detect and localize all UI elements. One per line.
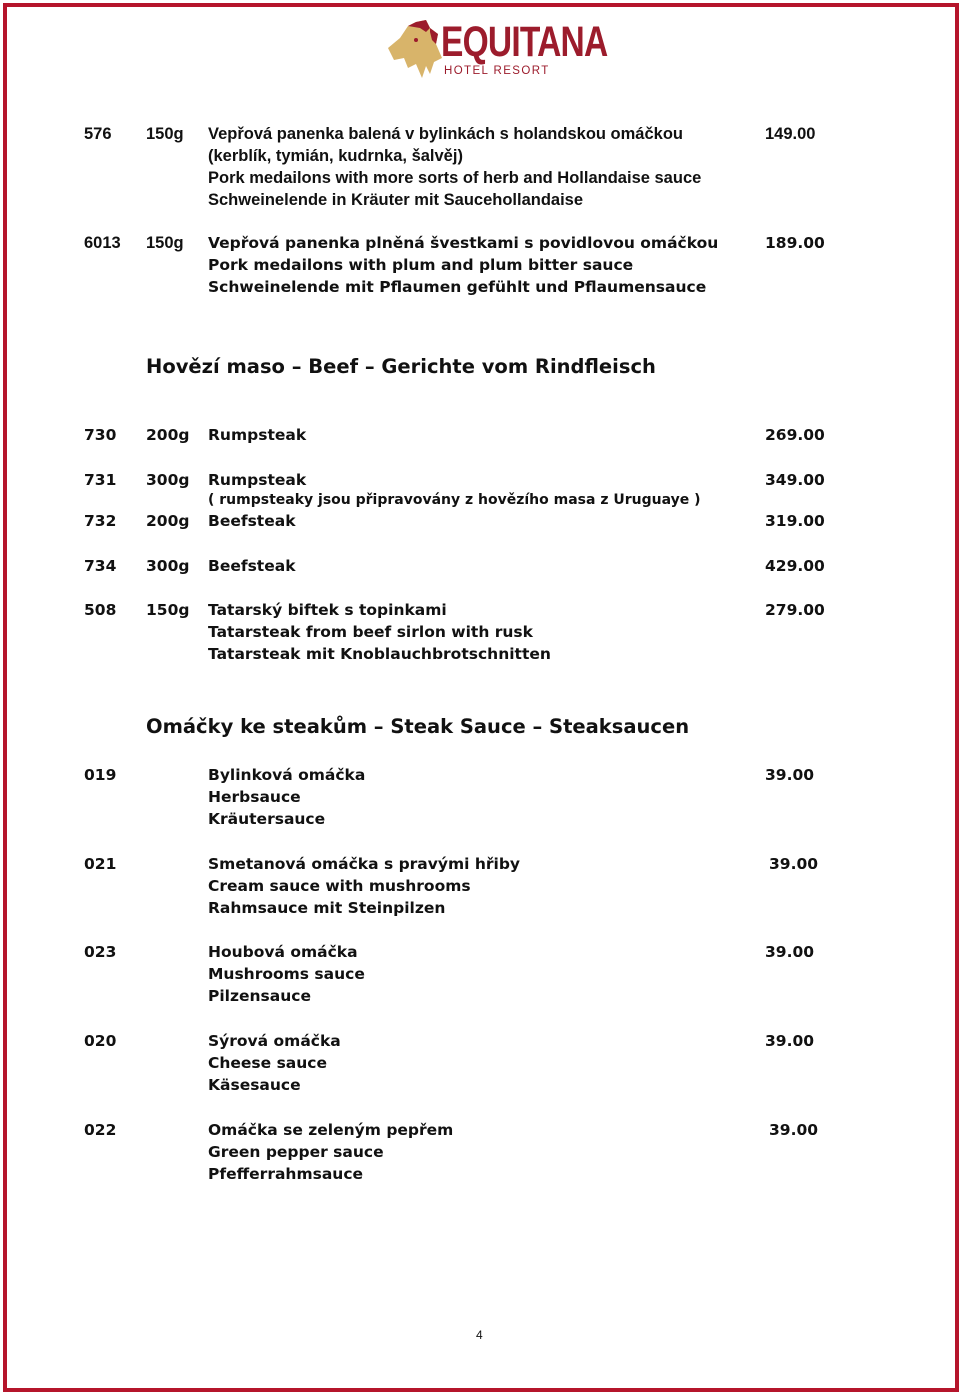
- item-line: (kerblík, tymián, kudrnka, šalvěj): [208, 147, 463, 165]
- item-description: [208, 599, 551, 665]
- item-code: 730: [84, 426, 117, 444]
- item-code: 019: [84, 766, 117, 784]
- item-line: Cheese sauce: [208, 1054, 327, 1072]
- item-price: 39.00: [765, 766, 815, 784]
- item-line: Sýrová omáčka: [208, 1032, 341, 1050]
- item-description: [208, 1030, 341, 1096]
- item-code: 022: [84, 1121, 117, 1139]
- horse-head-icon: [386, 18, 444, 80]
- item-description: [208, 123, 701, 211]
- item-weight: 300g: [146, 557, 190, 575]
- section-heading-sauces: Omáčky ke steakům – Steak Sauce – Steaksaucen: [146, 715, 690, 738]
- item-description: [208, 1119, 453, 1185]
- item-line: Omáčka se zeleným pepřem: [208, 1121, 454, 1139]
- item-price: 349.00: [765, 471, 825, 489]
- item-line: Herbsauce: [208, 788, 301, 806]
- item-weight: 200g: [146, 512, 190, 530]
- item-line: Bylinková omáčka: [208, 766, 366, 784]
- item-line: Rumpsteak: [208, 471, 307, 489]
- brand-name: EQUITANA: [441, 18, 608, 66]
- page-border: [3, 3, 959, 1392]
- item-price: 149.00: [765, 125, 816, 143]
- item-code: 731: [84, 471, 117, 489]
- item-description: [208, 853, 520, 919]
- item-description: [208, 555, 296, 577]
- item-price: 189.00: [765, 234, 825, 252]
- item-line: Beefsteak: [208, 512, 296, 530]
- item-code: 021: [84, 855, 117, 873]
- item-line: Houbová omáčka: [208, 943, 358, 961]
- item-code: 732: [84, 512, 117, 530]
- hotel-logo: [386, 18, 608, 80]
- item-description: [208, 232, 718, 298]
- brand-tagline: HOTEL RESORT: [444, 65, 550, 77]
- item-price: 319.00: [765, 512, 825, 530]
- item-code: 023: [84, 943, 117, 961]
- item-code: 508: [84, 601, 117, 619]
- item-description: [208, 941, 365, 1007]
- item-line: Pork medailons with more sorts of herb and Hollandaise sauce: [208, 169, 702, 187]
- item-price: 39.00: [769, 1121, 819, 1139]
- item-price: 39.00: [765, 1032, 815, 1050]
- item-price: 269.00: [765, 426, 825, 444]
- item-weight: 300g: [146, 471, 190, 489]
- item-line: Green pepper sauce: [208, 1143, 384, 1161]
- item-description: [208, 424, 306, 446]
- item-line: Vepřová panenka plněná švestkami s povidlovou omáčkou: [208, 234, 719, 252]
- item-code: 576: [84, 125, 112, 143]
- item-line: Schweinelende mit Pflaumen gefühlt und Pflaumensauce: [208, 278, 707, 296]
- item-weight: 150g: [146, 601, 190, 619]
- item-line: Schweinelende in Kräuter mit Saucehollandaise: [208, 191, 584, 209]
- item-price: 39.00: [769, 855, 819, 873]
- item-description: [208, 510, 296, 532]
- item-line: Tatarsteak mit Knoblauchbrotschnitten: [208, 645, 551, 663]
- item-line: Tatarsteak from beef sirlon with rusk: [208, 623, 533, 641]
- item-line: Vepřová panenka balená v bylinkách s holandskou omáčkou: [208, 125, 683, 143]
- item-note: ( rumpsteaky jsou připravovány z hovězího masa z Uruguaye ): [208, 492, 701, 508]
- item-weight: 150g: [146, 125, 184, 143]
- item-weight: 150g: [146, 234, 184, 252]
- item-line: Rahmsauce mit Steinpilzen: [208, 899, 446, 917]
- item-line: Kräutersauce: [208, 810, 326, 828]
- item-line: Pfefferrahmsauce: [208, 1165, 364, 1183]
- item-line: Cream sauce with mushrooms: [208, 877, 471, 895]
- item-price: 39.00: [765, 943, 815, 961]
- item-code: 6013: [84, 234, 121, 252]
- item-line: Mushrooms sauce: [208, 965, 365, 983]
- item-price: 429.00: [765, 557, 825, 575]
- item-line: Tatarský biftek s topinkami: [208, 601, 447, 619]
- section-heading-beef: Hovězí maso – Beef – Gerichte vom Rindfleisch: [146, 355, 656, 378]
- item-weight: 200g: [146, 426, 190, 444]
- item-description: [208, 764, 365, 830]
- item-description: [208, 469, 701, 510]
- item-code: 020: [84, 1032, 117, 1050]
- item-line: Smetanová omáčka s pravými hřiby: [208, 855, 521, 873]
- item-code: 734: [84, 557, 117, 575]
- item-line: Pilzensauce: [208, 987, 311, 1005]
- item-price: 279.00: [765, 601, 825, 619]
- page-number: 4: [476, 1328, 483, 1342]
- item-line: Beefsteak: [208, 557, 296, 575]
- item-line: Rumpsteak: [208, 426, 307, 444]
- item-line: Käsesauce: [208, 1076, 301, 1094]
- item-line: Pork medailons with plum and plum bitter sauce: [208, 256, 634, 274]
